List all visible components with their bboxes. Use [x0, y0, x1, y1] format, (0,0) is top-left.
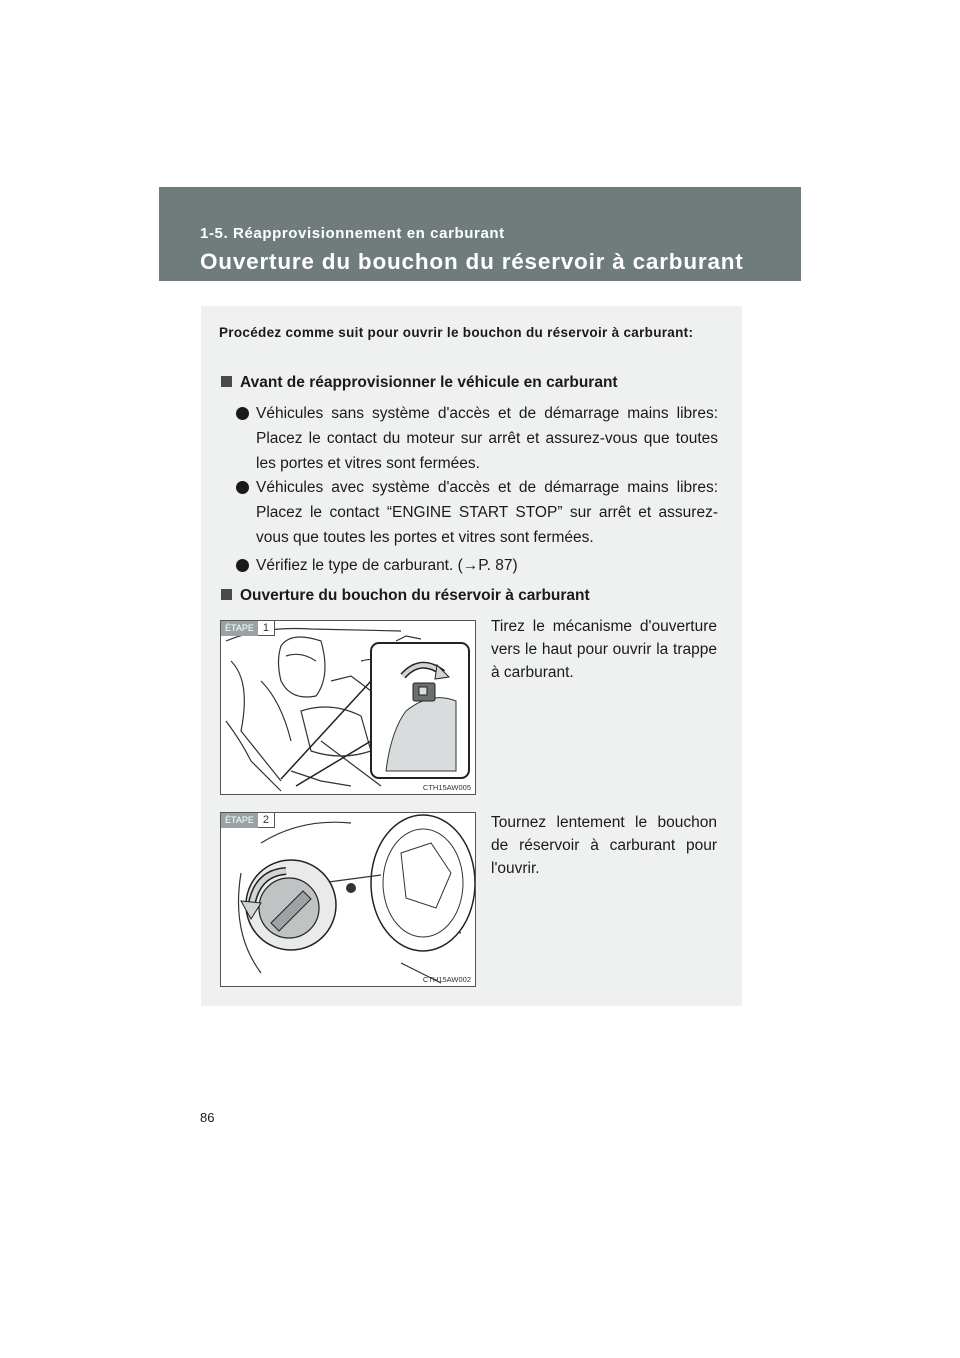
bullet-item: Vérifiez le type de carburant. (→P. 87): [236, 553, 718, 578]
step-tag: ÉTAPE 1: [221, 621, 275, 636]
figure-code: CTH15AW002: [422, 975, 471, 984]
step-2-text: Tournez lentement le bouchon de réservoir à carburant pour l'ouvrir.: [491, 814, 717, 877]
section-header: [159, 187, 801, 281]
bullet-dot-icon: [236, 407, 249, 420]
bullet-item: Véhicules avec système d'accès et de démarrage mains libres: Placez le contact “ENGINE START STOP” sur arrêt et assurez-vous que toutes les portes et vitres sont fermées.: [236, 475, 718, 550]
step-2-illustration: [220, 812, 476, 987]
step-1-text: Tirez le mécanisme d'ouverture vers le haut pour ouvrir la trappe à carburant.: [491, 618, 717, 681]
page-number: 86: [200, 1110, 215, 1125]
bullet-dot-icon: [236, 559, 249, 572]
figure-code: CTH15AW005: [422, 783, 471, 792]
intro-text: Procédez comme suit pour ouvrir le bouchon du réservoir à carburant:: [219, 325, 694, 340]
bullet-item: Véhicules sans système d'accès et de démarrage mains libres: Placez le contact du moteur sur arrêt et assurez-vous que toutes les portes et vitres sont fermées.: [236, 401, 718, 476]
step-1-illustration: [220, 620, 476, 795]
section-label: 1-5. Réapprovisionnement en carburant: [200, 225, 505, 242]
step-tag: ÉTAPE 2: [221, 813, 275, 828]
sub-heading-opening-cap: Ouverture du bouchon du réservoir à carburant: [221, 587, 590, 605]
square-bullet-icon: [221, 376, 232, 387]
sub-heading-before-refuel: Avant de réapprovisionner le véhicule en carburant: [221, 374, 618, 392]
fuel-cap-illustration: [221, 813, 476, 987]
page-title: Ouverture du bouchon du réservoir à carburant: [200, 249, 744, 274]
square-bullet-icon: [221, 589, 232, 600]
fuel-door-opener-illustration: [221, 621, 476, 795]
bullet-dot-icon: [236, 481, 249, 494]
